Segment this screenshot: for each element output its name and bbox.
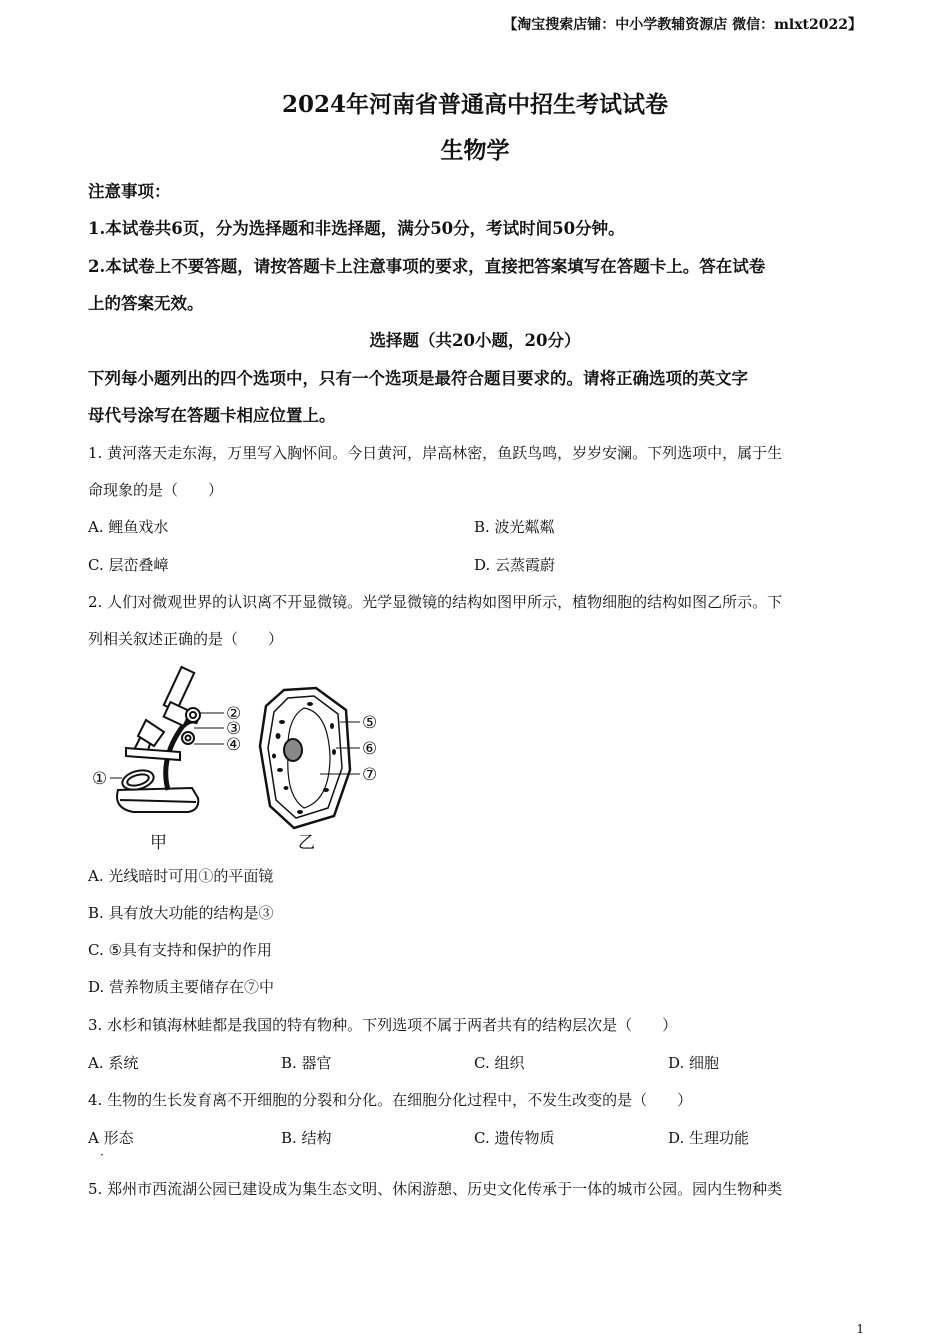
section-title: 选择题（共20小题，20分） xyxy=(369,331,581,350)
section-instruction-line-1: 下列每小题列出的四个选项中，只有一个选项是最符合题目要求的。请将正确选项的英文字 xyxy=(88,369,748,388)
microscope-and-plant-cell-figure xyxy=(88,660,388,856)
q2-stem-line-1: 2. 人们对微观世界的认识离不开显微镜。光学显微镜的结构如图甲所示，植物细胞的结构如图乙所示。下 xyxy=(88,593,783,611)
exam-title: 2024年河南省普通高中招生考试试卷 xyxy=(281,91,668,118)
label-3: ③ xyxy=(226,719,242,739)
q3-option-c: C. 组织 xyxy=(474,1054,525,1072)
q1-option-a: A. 鲤鱼戏水 xyxy=(88,518,169,536)
label-7: ⑦ xyxy=(362,765,378,785)
q2-stem-line-2: 列相关叙述正确的是（ ） xyxy=(88,630,284,648)
figure-label-jia: 甲 xyxy=(150,833,167,853)
q1-option-d: D. 云蒸霞蔚 xyxy=(474,556,556,574)
page-number: 1 xyxy=(856,1322,864,1336)
label-4: ④ xyxy=(226,735,242,755)
label-5: ⑤ xyxy=(362,713,378,733)
label-2: ② xyxy=(226,704,242,724)
q3-option-d: D. 细胞 xyxy=(668,1054,720,1072)
q4-option-a: A 形态 xyxy=(88,1129,134,1147)
q4-option-b: B. 结构 xyxy=(281,1129,332,1147)
q1-option-b: B. 波光粼粼 xyxy=(474,518,555,536)
q4-option-c: C. 遗传物质 xyxy=(474,1129,555,1147)
notice-item-2-line-1: 2.本试卷上不要答题，请按答题卡上注意事项的要求，直接把答案填写在答题卡上。答在试卷 xyxy=(88,257,766,276)
q2-option-a: A. 光线暗时可用①的平面镜 xyxy=(88,867,274,885)
q2-option-b: B. 具有放大功能的结构是③ xyxy=(88,904,274,922)
q3-option-a: A. 系统 xyxy=(88,1054,139,1072)
stray-dot: · xyxy=(100,1148,104,1162)
q1-stem-line-1: 1. 黄河落天走东海，万里写入胸怀间。今日黄河，岸高林密，鱼跃鸟鸣，岁岁安澜。下列选项中，属于生 xyxy=(88,444,783,462)
microscope-drawing xyxy=(110,667,224,812)
q5-stem-line-1: 5. 郑州市西流湖公园已建设成为集生态文明、休闲游憩、历史文化传承于一体的城市公园。园内生物种类 xyxy=(88,1180,783,1198)
q1-option-c: C. 层峦叠嶂 xyxy=(88,556,169,574)
label-6: ⑥ xyxy=(362,739,378,759)
q3-stem: 3. 水杉和镇海林蛙都是我国的特有物种。下列选项不属于两者共有的结构层次是（ ） xyxy=(88,1016,678,1034)
q1-stem-line-2: 命现象的是（ ） xyxy=(88,481,224,499)
header-note: 【淘宝搜索店铺：中小学教辅资源店 微信：mlxt2022】 xyxy=(503,17,862,33)
q2-option-c: C. ⑤具有支持和保护的作用 xyxy=(88,941,272,959)
notice-item-1: 1.本试卷共6页，分为选择题和非选择题，满分50分，考试时间50分钟。 xyxy=(88,219,625,238)
figure-label-yi: 乙 xyxy=(298,833,315,853)
q4-stem: 4. 生物的生长发育离不开细胞的分裂和分化。在细胞分化过程中，不发生改变的是（ ） xyxy=(88,1091,693,1109)
q2-option-d: D. 营养物质主要储存在⑦中 xyxy=(88,978,275,996)
plant-cell-drawing xyxy=(260,688,360,828)
notice-item-2-line-2: 上的答案无效。 xyxy=(88,294,204,313)
subject-title: 生物学 xyxy=(440,137,510,164)
section-instruction-line-2: 母代号涂写在答题卡相应位置上。 xyxy=(88,406,336,425)
label-1: ① xyxy=(92,769,108,789)
q3-option-b: B. 器官 xyxy=(281,1054,332,1072)
notice-heading: 注意事项： xyxy=(88,182,171,201)
q4-option-d: D. 生理功能 xyxy=(668,1129,750,1147)
